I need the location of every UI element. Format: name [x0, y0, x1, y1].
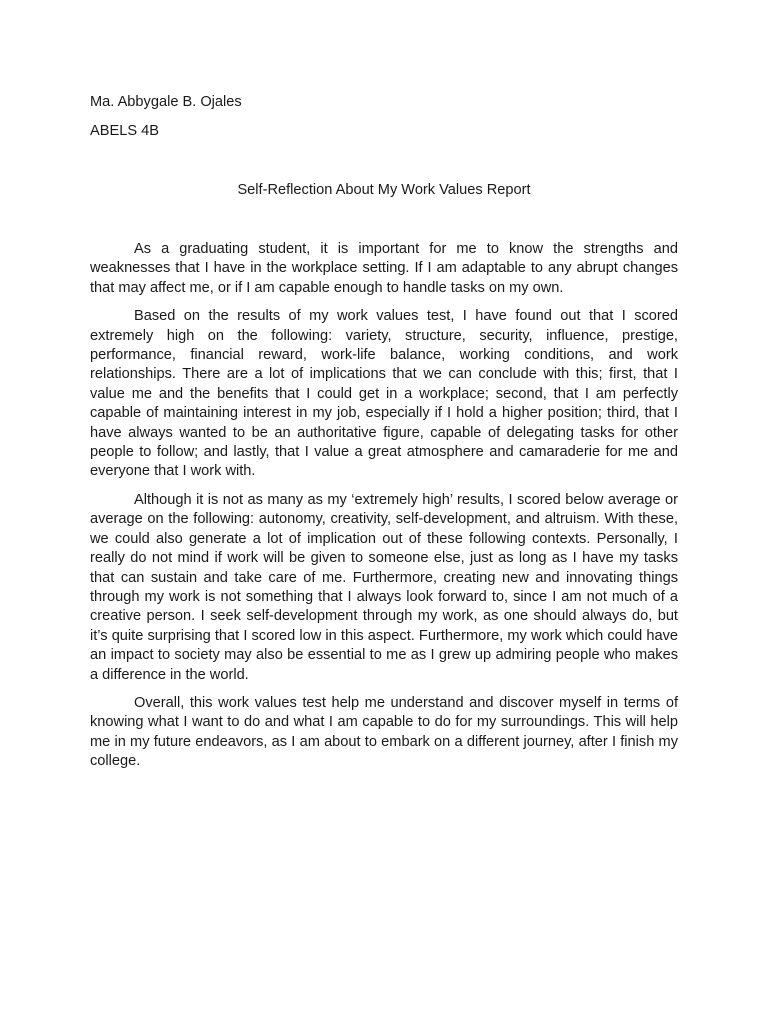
document-title: Self-Reflection About My Work Values Report — [237, 182, 531, 198]
body-paragraph: Overall, this work values test help me understand and discover myself in terms of knowing what I want to do and what I am capable to do for my surroundings. This will help me in my future endeavors, as I am about to embark on a different journey, after I finish my college. — [90, 694, 678, 770]
author-name: Ma. Abbygale B. Ojales — [90, 94, 242, 110]
document-body — [90, 240, 678, 781]
body-paragraph: Although it is not as many as my ‘extremely high’ results, I scored below average or average on the following: autonomy, creativity, self-development, and altruism. With these, we could also generate a lot of implication out of these following contexts. Personally, I really do not mind if work will be given to someone else, just as long as I have my tasks that can sustain and take care of me. Furthermore, creating new and innovating things through my work is not something that I always look forward to, since I am not much of a creative person. I seek self-development through my work, as one should always do, but it’s quite surprising that I scored low in this aspect. Furthermore, my work which could have an impact to society may also be essential to me as I grew up admiring people who makes a difference in the world. — [90, 491, 678, 683]
body-paragraph: Based on the results of my work values test, I have found out that I scored extremely high on the following: variety, structure, security, influence, prestige, performance, financial reward, work-life balance, working conditions, and work relationships. There are a lot of implications that we can conclude with this; first, that I value me and the benefits that I could get in a workplace; second, that I am perfectly capable of maintaining interest in my job, especially if I hold a higher position; third, that I have always wanted to be an authoritative figure, capable of delegating tasks for other people to follow; and lastly, that I value a great atmosphere and camaraderie for me and everyone that I work with. — [90, 308, 678, 480]
body-paragraph: As a graduating student, it is important for me to know the strengths and weaknesses that I have in the workplace setting. If I am adaptable to any abrupt changes that may affect me, or if I am capable enough to handle tasks on my own. — [90, 241, 678, 296]
class-section: ABELS 4B — [90, 123, 159, 139]
